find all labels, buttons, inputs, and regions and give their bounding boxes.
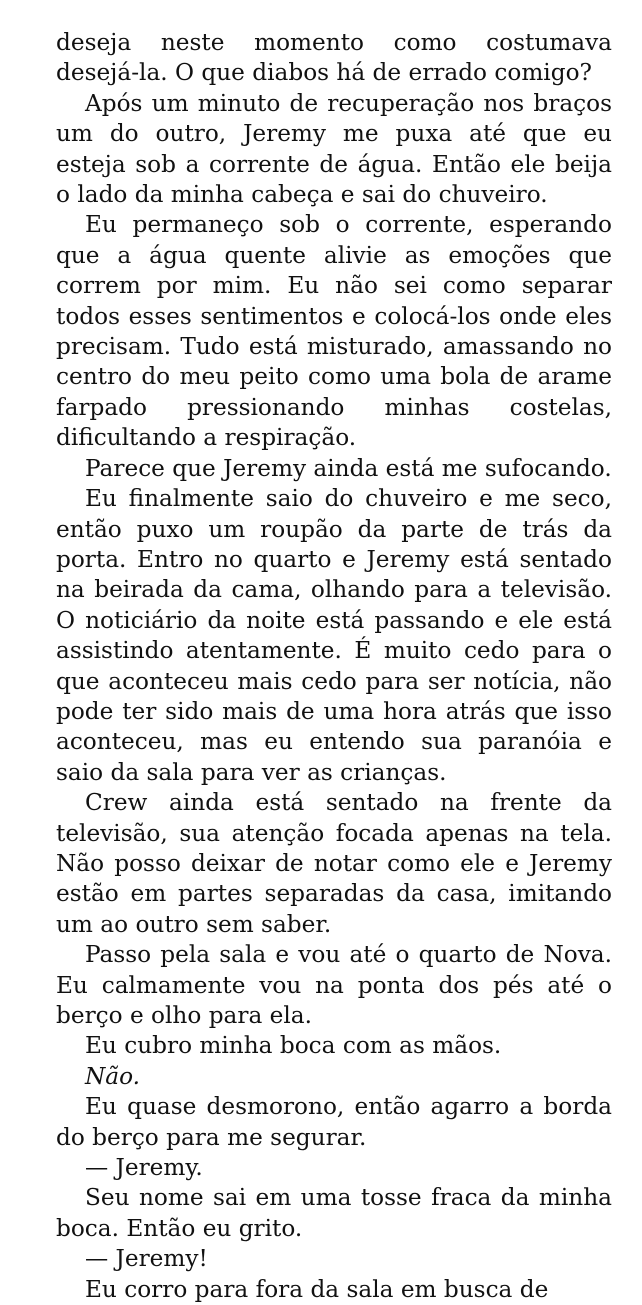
paragraph-3: Eu permaneço sob o corrente, esperando que a água quente alivie as emoções que correm por mim. Eu não sei como separar todos esses sentimentos e colocá-los onde eles precisam. Tudo está misturado, amassando no centro do meu peito como uma bola de arame farpado pressionando minhas costelas, dificultando a respiração. [56, 211, 612, 452]
paragraph-2: Após um minuto de recuperação nos braços um do outro, Jeremy me puxa até que eu esteja sob a corrente de água. Então ele beija o lado da minha cabeça e sai do chuveiro. [56, 89, 612, 209]
book-page-text [56, 28, 612, 1305]
paragraph-14: Eu corro para fora da sala em busca de [85, 1275, 549, 1303]
paragraph-5: Eu finalmente saio do chuveiro e me seco, então puxo um roupão da parte de trás da porta. Entro no quarto e Jeremy está sentado na beirada da cama, olhando para a televisão. O noticiário da noite está passando e ele está assistindo atentamente. É muito cedo para o que aconteceu mais cedo para ser notícia, não pode ter sido mais de uma hora atrás que isso aconteceu, mas eu entendo sua paranóia e saio da sala para ver as crianças. [56, 485, 612, 786]
paragraph-7: Passo pela sala e vou até o quarto de Nova. Eu calmamente vou na ponta dos pés até o berço e olho para ela. [56, 941, 612, 1029]
paragraph-9-italic: Não. [85, 1062, 141, 1090]
paragraph-1: deseja neste momento como costumava desejá-la. O que diabos há de errado comigo? [56, 29, 612, 87]
dialogue-line-2: — Jeremy! [85, 1245, 208, 1273]
paragraph-6: Crew ainda está sentado na frente da televisão, sua atenção focada apenas na tela. Não posso deixar de notar como ele e Jeremy estão em partes separadas da casa, imitando um ao outro sem saber. [56, 789, 612, 938]
paragraph-10: Eu quase desmorono, então agarro a borda do berço para me segurar. [56, 1093, 612, 1151]
paragraph-4: Parece que Jeremy ainda está me sufocando. [85, 454, 612, 482]
dialogue-line-1: — Jeremy. [85, 1154, 203, 1182]
paragraph-12: Seu nome sai em uma tosse fraca da minha boca. Então eu grito. [56, 1184, 612, 1242]
paragraph-8: Eu cubro minha boca com as mãos. [85, 1032, 502, 1060]
